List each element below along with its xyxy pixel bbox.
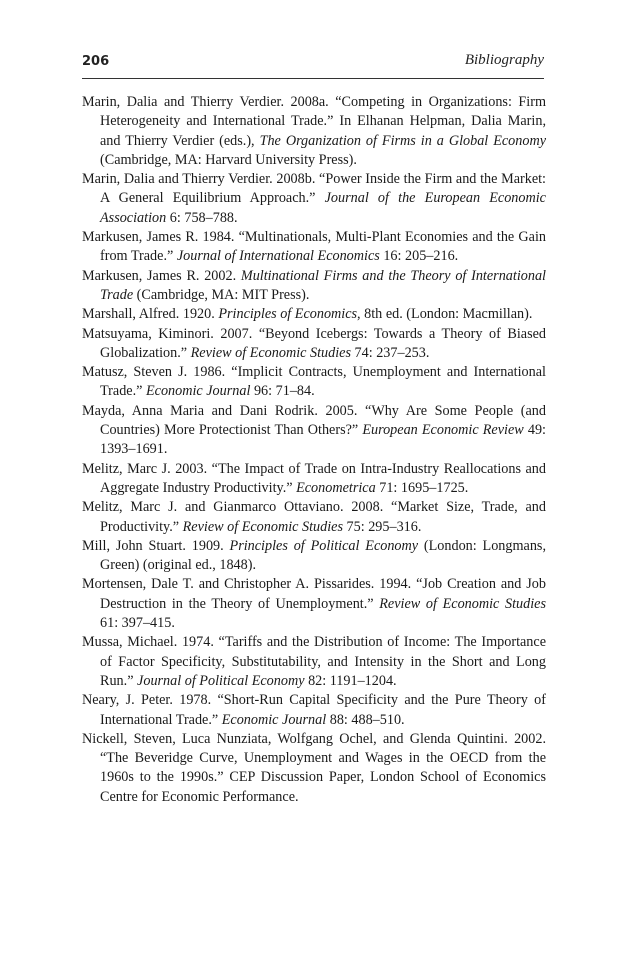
bib-entry: Marin, Dalia and Thierry Verdier. 2008b. “Power Inside the Firm and the Market: A General Equilibrium Approach.” Journal of the European Economic Association 6: 758–788. bbox=[82, 171, 546, 226]
bib-entry: Melitz, Marc J. and Gianmarco Ottaviano. 2008. “Market Size, Trade, and Productivity.” Review of Economic Studies 75: 295–316. bbox=[82, 499, 546, 535]
bib-entry: Marin, Dalia and Thierry Verdier. 2008a. “Competing in Organizations: Firm Heterogeneity and International Trade.” In Elhanan Helpman, Dalia Marin, and Thierry Verdier (eds.), The Organization of Firms in a Global Economy (Cambridge, MA: Harvard University Press). bbox=[82, 94, 546, 168]
bib-entry: Melitz, Marc J. 2003. “The Impact of Trade on Intra-Industry Reallocations and Aggregate Industry Productivity.” Econometrica 71: 1695–1725. bbox=[82, 460, 546, 496]
bib-entry: Markusen, James R. 1984. “Multinationals, Multi-Plant Economies and the Gain from Trade.” Journal of International Economics 16: 205–216. bbox=[82, 229, 546, 265]
page-header bbox=[82, 52, 544, 74]
running-head: Bibliography bbox=[464, 52, 544, 68]
bib-entry: Nickell, Steven, Luca Nunziata, Wolfgang Ochel, and Glenda Quintini. 2002. “The Beveridge Curve, Unemployment and Wages in the OECD from the 1960s to the 1990s.” CEP Discussion Paper, London School of Economics Centre for Economic Performance. bbox=[82, 730, 546, 805]
bib-entry: Neary, J. Peter. 1978. “Short-Run Capital Specificity and the Pure Theory of International Trade.” Economic Journal 88: 488–510. bbox=[82, 692, 546, 728]
bib-entry: Marshall, Alfred. 1920. Principles of Economics, 8th ed. (London: Macmillan). bbox=[82, 306, 533, 323]
bib-entry: Mortensen, Dale T. and Christopher A. Pissarides. 1994. “Job Creation and Job Destruction in the Theory of Unemployment.” Review of Economic Studies 61: 397–415. bbox=[82, 576, 547, 632]
bib-entry: Matsuyama, Kiminori. 2007. “Beyond Icebergs: Towards a Theory of Biased Globalization.” Review of Economic Studies 74: 237–253. bbox=[82, 325, 546, 361]
bib-entry: Matusz, Steven J. 1986. “Implicit Contracts, Unemployment and International Trade.” Economic Journal 96: 71–84. bbox=[82, 364, 546, 400]
bib-entry: Mayda, Anna Maria and Dani Rodrik. 2005. “Why Are Some People (and Countries) More Protectionist Than Others?” European Economic Review 49: 1393–1691. bbox=[82, 402, 546, 458]
bib-entry: Markusen, James R. 2002. Multinational Firms and the Theory of International Trade (Cambridge, MA: MIT Press). bbox=[82, 267, 546, 303]
header-rule bbox=[82, 78, 544, 79]
bibliography-list bbox=[82, 93, 546, 807]
page-number: 206 bbox=[82, 54, 110, 69]
bib-entry: Mussa, Michael. 1974. “Tariffs and the Distribution of Income: The Importance of Factor Specificity, Substitutability, and Intensity in the Short and Long Run.” Journal of Political Economy 82: 1191–1204. bbox=[82, 634, 546, 689]
bib-entry: Mill, John Stuart. 1909. Principles of Political Economy (London: Longmans, Green) (original ed., 1848). bbox=[82, 537, 546, 574]
